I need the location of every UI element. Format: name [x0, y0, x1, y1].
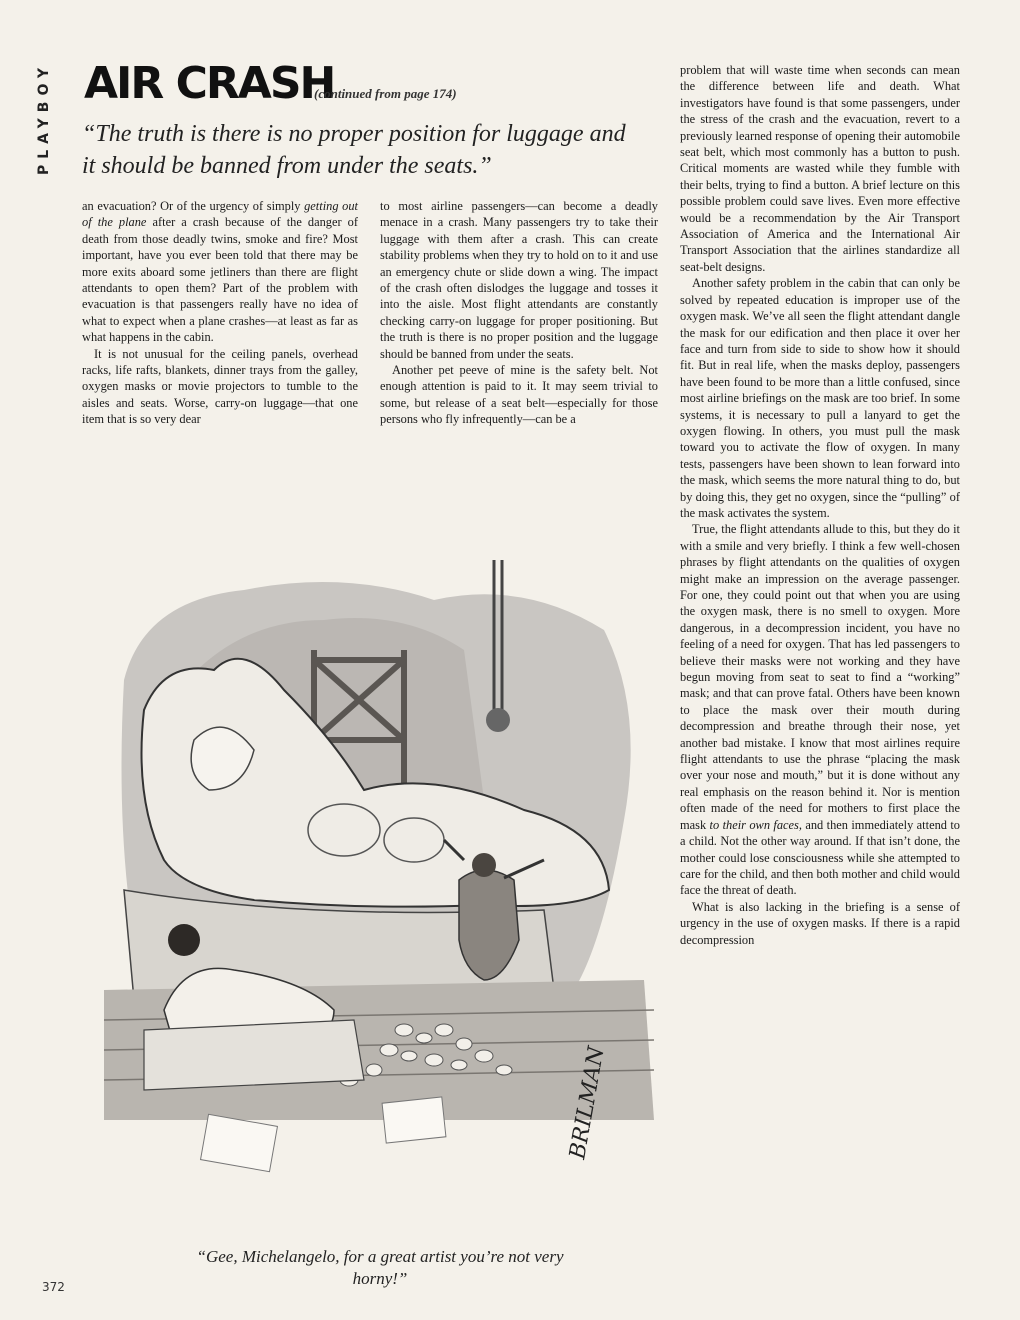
column-3	[680, 62, 960, 948]
headline: AIR CRASH	[84, 58, 335, 109]
paragraph: an evacuation? Or of the urgency of simply getting out of the plane after a crash because of the danger of death from those deadly twins, smoke and fire? Most important, have you ever been told that there may be more exits aboard some jetliners than there are flight attendants to open them? Part of the problem with evacuation is that passengers really have no idea of what to expect when a plane crashes—at least as far as what happens in the cabin.	[82, 199, 358, 345]
pull-quote: “The truth is there is no proper position for luggage and it should be banned from under the seats.”	[82, 121, 626, 179]
paragraph: problem that will waste time when seconds can mean the difference between life and death. What investigators have found is that some passengers, under the stress of the crash and the evacuation, revert to a previously learned response of opening their automobile seat belt, which most commonly has a button to push. Critical moments are wasted while they fumble with their belts, trying to find a button. A brief lecture on this possible problem could save lives. Even more effective would be a recommendation by the Air Transport Association of America and the International Air Transport Association that the airlines standardize all seat-belt designs.	[680, 63, 960, 274]
magazine-name: PLAYBOY	[36, 62, 52, 176]
column-2	[380, 198, 658, 428]
cartoon-signature: BRILMAN	[565, 1044, 610, 1162]
paragraph: Another pet peeve of mine is the safety belt. Not enough attention is paid to it. It may seem trivial to some, but release of a seat belt—especially for those persons who fly infrequently—can be a	[380, 363, 658, 427]
paragraph: What is also lacking in the briefing is a sense of urgency in the use of oxygen masks. If there is a rapid decompression	[680, 899, 960, 947]
cartoon-illustration	[104, 560, 654, 1220]
paragraph: Another safety problem in the cabin that can only be solved by repeated education is improper use of the oxygen mask. We’ve all seen the flight attendant dangle the mask for our edification and then place it over her face and turn from side to side to show how it should fit. But in real life, when the masks deploy, passengers have been found to be more than a little confused, since most airline briefings on the mask are too brief. In some systems, it is necessary to pull a lanyard to get the oxygen flowing. In others, you must pull the mask toward you to activate the flow of oxygen. In many tests, passengers have been shown to lean forward into the mask, which seems the more natural thing to do, but by doing this, they get no oxygen, since the “pulling” of the mask activates the system.	[680, 276, 960, 520]
paragraph: to most airline passengers—can become a deadly menace in a crash. Many passengers try to take their luggage with them after a crash. This can create stability problems when they try to hold on to it and use an emergency chute or slide down a wing. The impact of the crash often dislodges the luggage and tosses it into the aisle. Most flight attendants are constantly checking carry-on luggage for proper positioning. But the truth is there is no proper position and the luggage should be banned from under the seats.	[380, 199, 658, 361]
paragraph: True, the flight attendants allude to this, but they do it with a smile and very briefly. I think a few well-chosen phrases by flight attendants on the qualities of oxygen might make an impression on the average passenger. For one, they could point out that when you are using the oxygen mask, there is no smell to oxygen. More dangerous, in a decompression incident, you have no feeling of a need for oxygen. That has led passengers to believe their masks were not working and they have begun moving from seat to seat to find a “working” mask; and that can prove fatal. Others have been known to place the mask over their mouth during decompression and breathe through their nose, yet another bad mistake. I know that most airlines require flight attendants to use the phrase “placing the mask over your nose and mouth,” but it is done without any real emphasis on the reason behind it. Nor is mention often made of the need for mothers to first place the mask to their own faces, and then immediately attend to a child. Not the other way around. If that isn’t done, the mother could lose consciousness while she attempted to care for the child, and then both mother and child would face the threat of death.	[680, 522, 960, 898]
cartoon-caption: “Gee, Michelangelo, for a great artist you’re not very horny!”	[196, 1247, 564, 1288]
page-number: 372	[42, 1280, 65, 1294]
column-1	[82, 198, 358, 428]
continued-note: (continued from page 174)	[314, 86, 457, 101]
paragraph: It is not unusual for the ceiling panels, overhead racks, life rafts, blankets, dinner trays from the galley, oxygen masks or movie projectors to tumble to the aisles and seats. Worse, carry-on luggage—that one item that is so very dear	[82, 346, 358, 427]
